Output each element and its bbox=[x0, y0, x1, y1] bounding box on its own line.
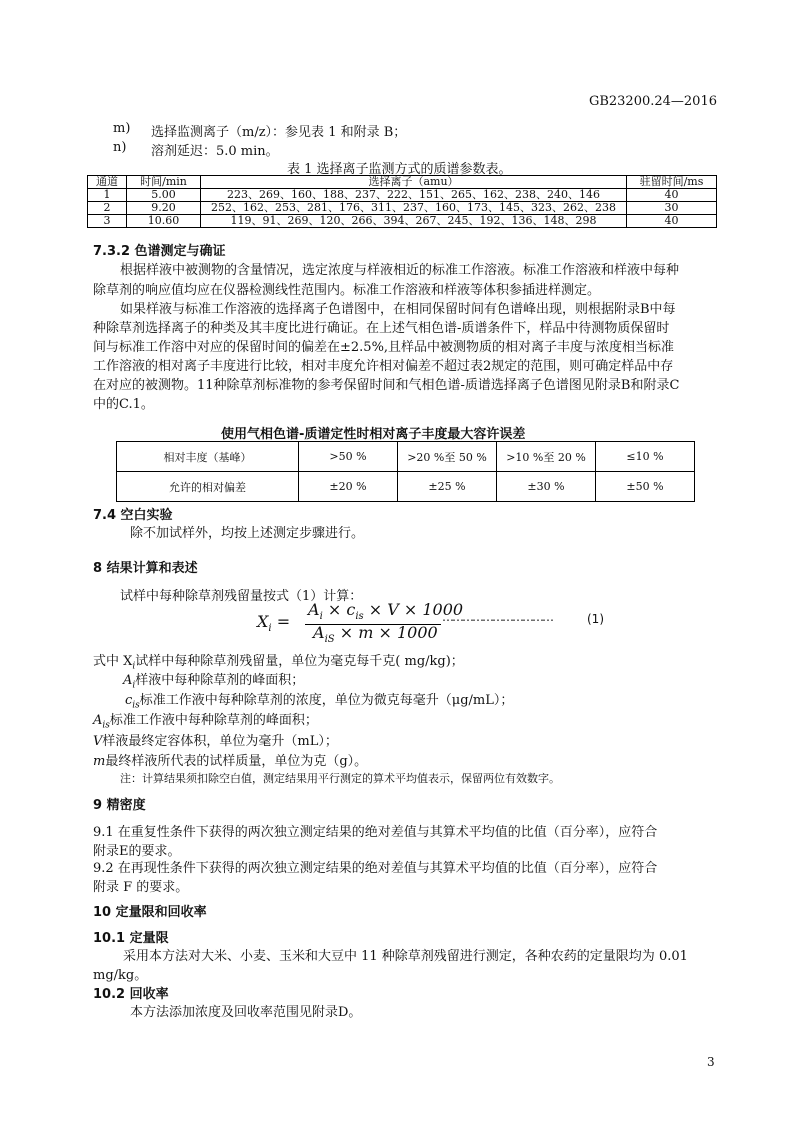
def-text: 样液中每种除草剂的峰面积； bbox=[135, 673, 305, 688]
table-cell: ±25 % bbox=[398, 472, 497, 502]
table-cell: 40 bbox=[627, 215, 717, 228]
table2 bbox=[116, 441, 695, 502]
def-symbol: m bbox=[93, 754, 106, 769]
definition-line bbox=[93, 730, 338, 749]
paragraph-line: 9.2 在再现性条件下获得的两次独立测定结果的绝对差值与其算术平均值的比值（百分率），应符合 bbox=[93, 861, 658, 876]
formula-numerator bbox=[308, 600, 463, 622]
paragraph-line: 试样中每种除草剂残留量按式（1）计算： bbox=[120, 589, 363, 604]
section-heading: 7.3.2 色谱测定与确证 bbox=[93, 244, 226, 259]
table-cell: 允许的相对偏差 bbox=[117, 472, 299, 502]
subsection-heading: 10.2 回收率 bbox=[93, 987, 169, 1002]
table2-title: 使用气相色谱-质谱定性时相对离子丰度最大容许误差 bbox=[221, 427, 526, 442]
definition-line bbox=[93, 709, 318, 731]
table-cell: >20 %至 50 % bbox=[398, 442, 497, 472]
table-cell: 223、269、160、188、237、222、151、265、162、238、240、146 bbox=[201, 189, 627, 202]
table-header-cell: 驻留时间/ms bbox=[627, 176, 717, 189]
section-heading: 10 定量限和回收率 bbox=[93, 905, 207, 920]
page-number: 3 bbox=[707, 1055, 715, 1069]
definition-line bbox=[123, 669, 304, 691]
table-cell: 相对丰度（基峰） bbox=[117, 442, 299, 472]
table-cell: 5.00 bbox=[127, 189, 201, 202]
formula-denominator bbox=[313, 623, 438, 645]
table-row bbox=[88, 202, 717, 215]
paragraph-line: 间与标准工作溶中对应的保留时间的偏差在±2.5%,且样品中被测物质的相对离子丰度与浓度相当标准 bbox=[93, 340, 675, 355]
paragraph-line: 种除草剂选择离子的种类及其丰度比进行确证。在上述气相色谱-质谱条件下，样品中待测物质保留时 bbox=[93, 321, 670, 336]
formula-num-symbol: A bbox=[308, 600, 320, 619]
formula-lhs-symbol: X bbox=[257, 612, 269, 631]
def-text: 标准工作液中每种除草剂的浓度，单位为微克每毫升（μg/mL）； bbox=[139, 693, 514, 708]
paragraph-line: 中的C.1。 bbox=[93, 397, 154, 412]
formula-dots: …………………………… bbox=[442, 610, 552, 624]
paragraph-line: 采用本方法对大米、小麦、玉米和大豆中 11 种除草剂残留进行测定，各种农药的定量限均为 0.01 bbox=[123, 949, 688, 964]
subsection-heading: 10.1 定量限 bbox=[93, 931, 169, 946]
def-sub: i bbox=[132, 661, 136, 672]
table-cell: 252、162、253、281、176、311、237、160、173、145、323、262、238 bbox=[201, 202, 627, 215]
definition-line bbox=[125, 689, 513, 711]
list-item bbox=[113, 121, 407, 140]
table-header-cell: 选择离子（amu） bbox=[201, 176, 627, 189]
formula-num-sub: is bbox=[355, 611, 364, 623]
table-cell: ≤10 % bbox=[596, 442, 695, 472]
def-sub: is bbox=[132, 700, 140, 711]
list-item bbox=[113, 140, 279, 159]
table-cell: 30 bbox=[627, 202, 717, 215]
table-cell: 1 bbox=[88, 189, 127, 202]
def-symbol: A bbox=[93, 713, 103, 728]
table-cell: 9.20 bbox=[127, 202, 201, 215]
def-text: 标准工作液中每种除草剂的峰面积； bbox=[109, 713, 318, 728]
table-cell: >10 %至 20 % bbox=[497, 442, 596, 472]
paragraph-line: 除草剂的响应值均应在仪器检测线性范围内。标准工作溶液和样液等体积参插进样测定。 bbox=[93, 283, 601, 298]
paragraph-line: 根据样液中被测物的含量情况，选定浓度与样液相近的标准工作溶液。标准工作溶液和样液中每种 bbox=[120, 263, 680, 278]
table-cell: >50 % bbox=[299, 442, 398, 472]
paragraph-line: 除不加试样外，均按上述测定步骤进行。 bbox=[130, 526, 365, 541]
table-header-cell: 时间/min bbox=[127, 176, 201, 189]
table-row bbox=[117, 472, 695, 502]
def-symbol: V bbox=[93, 734, 103, 749]
table-row bbox=[117, 442, 695, 472]
def-text: 最终样液所代表的试样质量，单位为克（g）。 bbox=[105, 754, 368, 769]
table-row bbox=[88, 215, 717, 228]
paragraph-line: mg/kg。 bbox=[93, 968, 148, 983]
doc-id: GB23200.24—2016 bbox=[588, 94, 717, 109]
table-cell: 10.60 bbox=[127, 215, 201, 228]
table-header-row bbox=[88, 176, 717, 189]
def-symbol: A bbox=[123, 673, 133, 688]
def-text: 试样中每种除草剂残留量，单位为毫克每千克( mg/kg)； bbox=[135, 654, 464, 669]
def-symbol: c bbox=[125, 693, 133, 708]
section-heading: 9 精密度 bbox=[93, 798, 146, 813]
table-row bbox=[88, 189, 717, 202]
def-prefix: 式中 X bbox=[93, 654, 133, 669]
paragraph-line: 如果样液与标准工作溶液的选择离子色谱图中，在相同保留时间有色谱峰出现，则根据附录B中每 bbox=[120, 302, 676, 317]
formula-lhs: $X_i$ = bbox=[257, 612, 291, 635]
formula-number: (1) bbox=[587, 612, 604, 626]
formula-num-sub: i bbox=[319, 611, 323, 623]
table1 bbox=[87, 175, 717, 228]
def-sub: is bbox=[102, 720, 110, 731]
section-heading: 8 结果计算和表述 bbox=[93, 561, 198, 576]
paragraph-line: 本方法添加浓度及回收率范围见附录D。 bbox=[130, 1005, 362, 1020]
table1-caption: 表 1 选择离子监测方式的质谱参数表。 bbox=[287, 162, 512, 177]
table-cell: ±20 % bbox=[299, 472, 398, 502]
table-cell: 3 bbox=[88, 215, 127, 228]
table-cell: ±30 % bbox=[497, 472, 596, 502]
paragraph-line: 工作溶液的相对离子丰度进行比较，相对丰度允许相对偏差不超过表2规定的范围，则可确定样品中存 bbox=[93, 359, 674, 374]
definition-line bbox=[93, 750, 367, 769]
table-cell: ±50 % bbox=[596, 472, 695, 502]
formula-num-part: × c bbox=[322, 600, 356, 619]
table-cell: 119、91、269、120、266、394、267、245、192、136、148、298 bbox=[201, 215, 627, 228]
list-item-label: m) bbox=[113, 121, 131, 136]
def-text: 样液最终定容体积，单位为毫升（mL）； bbox=[102, 734, 338, 749]
def-sub: i bbox=[132, 680, 136, 691]
list-item-text: 溶剂延迟：5.0 min。 bbox=[151, 144, 279, 159]
paragraph-line: 附录E的要求。 bbox=[93, 844, 181, 859]
formula-den-symbol: A bbox=[313, 623, 325, 642]
formula-den-part: × m × 1000 bbox=[334, 623, 438, 642]
paragraph-line: 9.1 在重复性条件下获得的两次独立测定结果的绝对差值与其算术平均值的比值（百分率），应符合 bbox=[93, 825, 658, 840]
paragraph-line: 在对应的被测物。11种除草剂标准物的参考保留时间和气相色谱-质谱选择离子色谱图见附录B和附录C bbox=[93, 378, 680, 393]
note: 注：计算结果须扣除空白值，测定结果用平行测定的算术平均值表示，保留两位有效数字。 bbox=[120, 772, 560, 785]
formula-den-sub: iS bbox=[324, 634, 335, 646]
table-header-cell: 通道 bbox=[88, 176, 127, 189]
list-item-text: 选择监测离子（m/z）：参见表 1 和附录 B； bbox=[151, 125, 407, 140]
formula-lhs-sub: i bbox=[268, 623, 272, 635]
table-cell: 40 bbox=[627, 189, 717, 202]
paragraph-line: 附录 F 的要求。 bbox=[93, 880, 189, 895]
list-item-label: n) bbox=[113, 140, 127, 155]
section-heading: 7.4 空白实验 bbox=[93, 508, 173, 523]
formula-num-part: × V × 1000 bbox=[363, 600, 464, 619]
table-cell: 2 bbox=[88, 202, 127, 215]
